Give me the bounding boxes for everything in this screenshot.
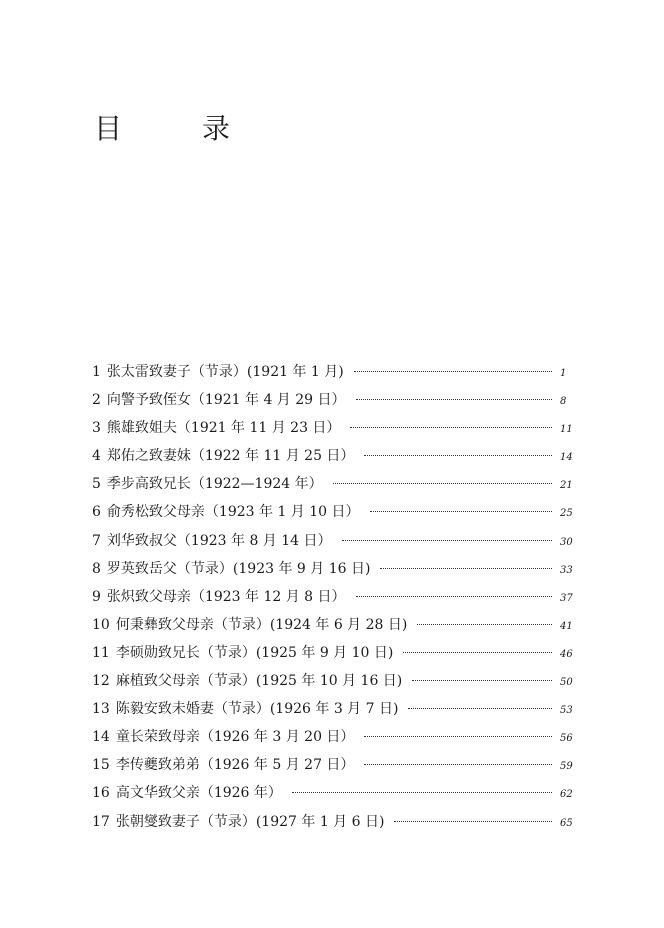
toc-page-number: 62 [560, 789, 573, 801]
toc-entry[interactable] [92, 614, 574, 642]
toc-entry-number: 5 [92, 476, 101, 493]
toc-entry-title: 麻植致父母亲（节录）(1925 年 10 月 16 日) [115, 673, 403, 690]
toc-entry[interactable] [92, 726, 574, 754]
toc-dot-leader [394, 821, 552, 822]
toc-dot-leader [364, 764, 552, 765]
toc-entry[interactable] [92, 361, 574, 389]
toc-dot-leader [342, 540, 552, 541]
toc-entry[interactable] [92, 445, 574, 473]
toc-entry-number: 8 [92, 560, 101, 577]
toc-dot-leader [370, 511, 552, 512]
toc-page-number: 8 [560, 396, 567, 408]
toc-page-number: 14 [560, 452, 573, 464]
toc-dot-leader [403, 652, 552, 653]
toc-entry[interactable] [92, 417, 574, 445]
toc-entry-number: 10 [92, 616, 110, 633]
toc-entry[interactable] [92, 698, 574, 726]
toc-dot-leader [292, 792, 552, 793]
toc-entry[interactable] [92, 558, 574, 586]
toc-page-number: 33 [560, 564, 573, 576]
toc-page-number: 25 [560, 508, 573, 520]
toc-entry-title: 俞秀松致父母亲（1923 年 1 月 10 日） [106, 504, 360, 521]
toc-page-number: 56 [560, 733, 573, 745]
toc-entry-number: 17 [92, 813, 110, 830]
toc-entry-number: 14 [92, 729, 110, 746]
toc-entry-number: 9 [92, 588, 101, 605]
toc-entry[interactable] [92, 473, 574, 501]
toc-dot-leader [333, 483, 552, 484]
toc-entry[interactable] [92, 501, 574, 529]
toc-page-number: 41 [560, 620, 573, 632]
toc-entry-number: 15 [92, 757, 110, 774]
toc-dot-leader [364, 736, 552, 737]
toc-dot-leader [417, 624, 552, 625]
toc-entry-number: 7 [92, 532, 101, 549]
table-of-contents [92, 361, 574, 839]
toc-entry-number: 1 [92, 364, 101, 380]
toc-page-number: 21 [560, 480, 573, 492]
toc-page-number: 53 [560, 705, 573, 717]
toc-page-number: 50 [560, 677, 573, 689]
toc-entry-title: 何秉彝致父母亲（节录）(1924 年 6 月 28 日) [115, 616, 408, 633]
toc-entry[interactable] [92, 389, 574, 417]
toc-dot-leader [412, 680, 552, 681]
toc-entry-number: 16 [92, 785, 110, 802]
toc-dot-leader [354, 371, 552, 372]
toc-entry-number: 6 [92, 504, 101, 521]
toc-entry-number: 2 [92, 392, 101, 409]
toc-entry[interactable] [92, 586, 574, 614]
toc-dot-leader [356, 596, 552, 597]
page-title: 目 录 [94, 112, 257, 145]
toc-dot-leader [350, 427, 552, 428]
toc-entry-title: 李传夔致弟弟（1926 年 5 月 27 日） [115, 757, 355, 774]
toc-entry-number: 4 [92, 448, 101, 465]
toc-dot-leader [364, 455, 552, 456]
toc-page-number: 1 [560, 368, 567, 379]
toc-entry-title: 刘华致叔父（1923 年 8 月 14 日） [106, 532, 332, 549]
toc-entry-title: 李硕勋致兄长（节录）(1925 年 9 月 10 日) [115, 644, 394, 661]
toc-entry-title: 陈毅安致未婚妻（节录）(1926 年 3 月 7 日) [115, 701, 399, 718]
toc-entry[interactable] [92, 754, 574, 782]
toc-entry-title: 郑佑之致妻妹（1922 年 11 月 25 日） [106, 448, 355, 465]
toc-entry[interactable] [92, 530, 574, 558]
toc-entry-title: 高文华致父亲（1926 年） [115, 785, 282, 802]
toc-page-number: 59 [560, 761, 573, 773]
toc-page-number: 37 [560, 592, 573, 604]
toc-dot-leader [380, 568, 552, 569]
toc-page-number: 11 [560, 424, 573, 436]
toc-entry[interactable] [92, 811, 574, 839]
toc-entry[interactable] [92, 782, 574, 810]
toc-entry-title: 罗英致岳父（节录）(1923 年 9 月 16 日) [106, 560, 371, 577]
toc-entry-title: 张朝燮致妻子（节录）(1927 年 1 月 6 日) [115, 813, 385, 830]
toc-entry[interactable] [92, 642, 574, 670]
toc-dot-leader [356, 399, 552, 400]
toc-entry-number: 12 [92, 673, 110, 690]
toc-page-number: 65 [560, 817, 573, 829]
toc-dot-leader [408, 708, 552, 709]
toc-entry-title: 熊雄致姐夫（1921 年 11 月 23 日） [106, 420, 341, 437]
toc-page-number: 46 [560, 648, 573, 660]
toc-entry-number: 13 [92, 701, 110, 718]
toc-entry-title: 童长荣致母亲（1926 年 3 月 20 日） [115, 729, 355, 746]
toc-entry-number: 11 [92, 644, 110, 661]
toc-entry-title: 向警予致侄女（1921 年 4 月 29 日） [106, 392, 346, 409]
toc-page-number: 30 [560, 536, 573, 548]
toc-entry-title: 张炽致父母亲（1923 年 12 月 8 日） [106, 588, 346, 605]
toc-entry-title: 季步高致兄长（1922—1924 年） [106, 476, 323, 493]
toc-entry-title: 张太雷致妻子（节录）(1921 年 1 月) [106, 364, 344, 380]
toc-entry-number: 3 [92, 420, 101, 437]
toc-entry[interactable] [92, 670, 574, 698]
